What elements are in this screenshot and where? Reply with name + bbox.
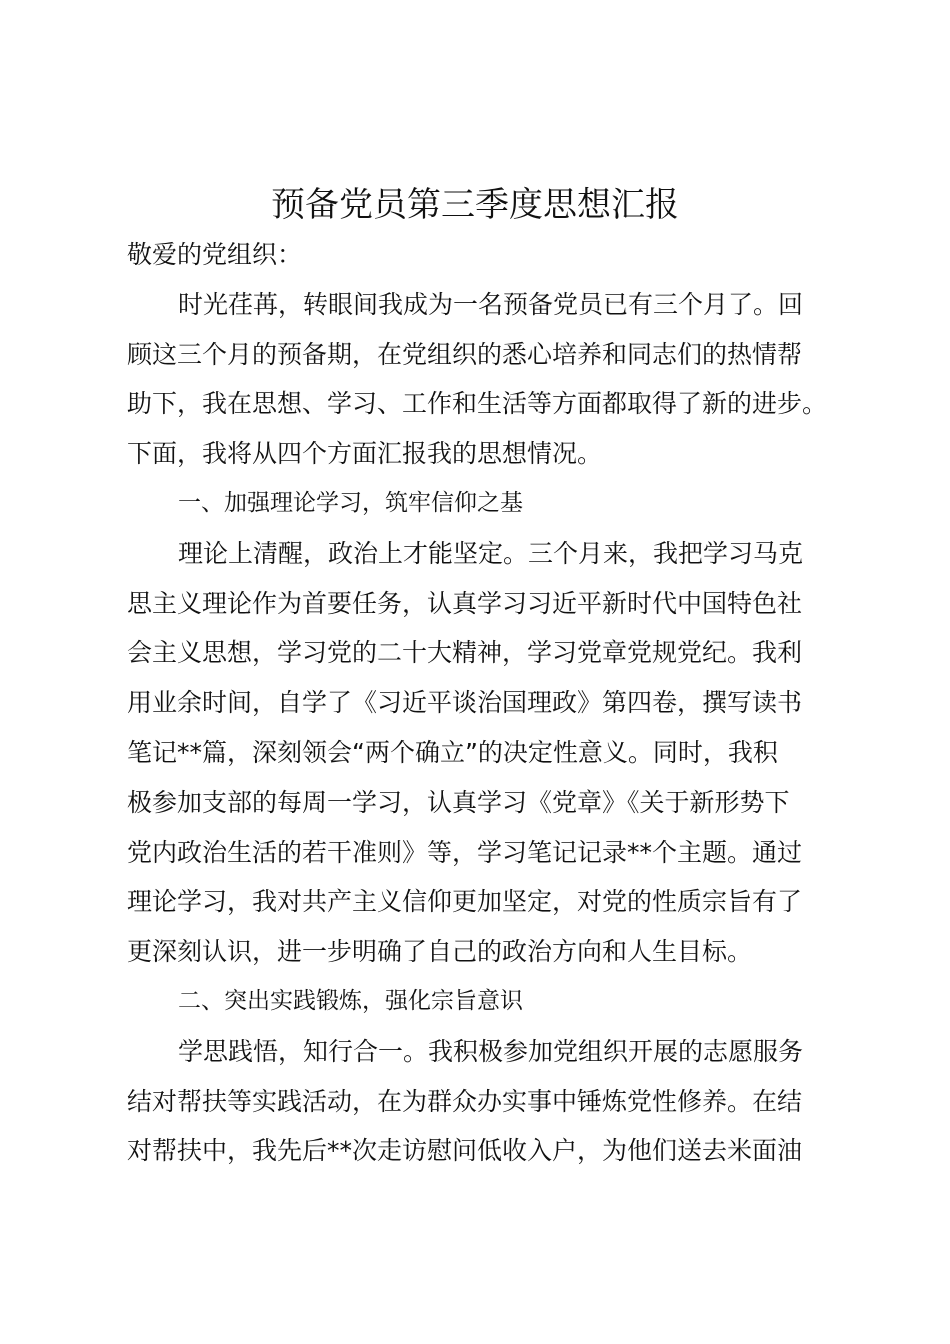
document-body [127, 230, 837, 1176]
paragraph-line: 对帮扶中，我先后**次走访慰问低收入户，为他们送去米面油 [127, 1136, 803, 1166]
paragraph-line: 笔记**篇，深刻领会“两个确立”的决定性意义。同时，我积 [127, 737, 778, 767]
paragraph-line: 时光荏苒，转眼间我成为一名预备党员已有三个月了。回 [178, 289, 804, 319]
section-heading: 一、加强理论学习，筑牢信仰之基 [178, 489, 523, 516]
document-title: 预备党员第三季度思想汇报 [271, 185, 679, 225]
salutation: 敬爱的党组织： [127, 240, 303, 269]
paragraph-line: 学思践悟，知行合一。我积极参加党组织开展的志愿服务 [178, 1036, 804, 1066]
paragraph-line: 会主义思想，学习党的二十大精神，学习党章党规党纪。我利 [127, 638, 803, 668]
paragraph-line: 党内政治生活的若干准则》等，学习笔记记录**个主题。通过 [127, 837, 803, 867]
paragraph-line: 用业余时间，自学了《习近平谈治国理政》第四卷，撰写读书 [127, 688, 803, 718]
paragraph-line: 更深刻认识，进一步明确了自己的政治方向和人生目标。 [127, 937, 753, 967]
paragraph-line: 结对帮扶等实践活动，在为群众办实事中锤炼党性修养。在结 [127, 1086, 803, 1116]
paragraph-line: 助下，我在思想、学习、工作和生活等方面都取得了新的进步。 [127, 389, 828, 419]
paragraph-line: 极参加支部的每周一学习，认真学习《党章》《关于新形势下 [127, 787, 790, 817]
paragraph-line: 理论学习，我对共产主义信仰更加坚定，对党的性质宗旨有了 [127, 887, 803, 917]
paragraph-line: 思主义理论作为首要任务，认真学习习近平新时代中国特色社 [127, 588, 803, 618]
section-heading: 二、突出实践锻炼，强化宗旨意识 [178, 987, 523, 1014]
paragraph-line: 理论上清醒，政治上才能坚定。三个月来，我把学习马克 [178, 538, 804, 568]
paragraph-line: 下面，我将从四个方面汇报我的思想情况。 [127, 439, 603, 469]
paragraph-line: 顾这三个月的预备期，在党组织的悉心培养和同志们的热情帮 [127, 339, 803, 369]
